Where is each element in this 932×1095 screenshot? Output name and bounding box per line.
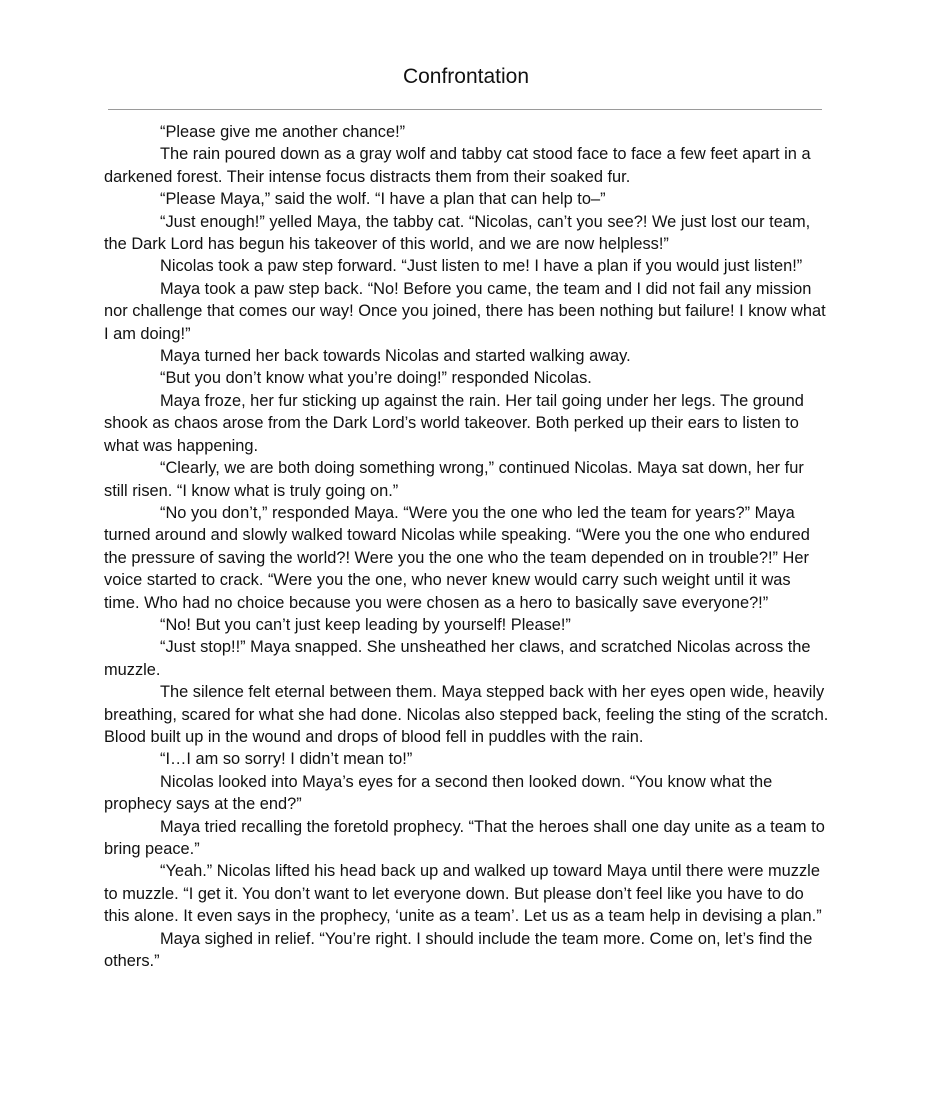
paragraph: Maya sighed in relief. “You’re right. I should include the team more. Come on, let’s find the others.” xyxy=(104,929,813,971)
paragraph: “Clearly, we are both doing something wrong,” continued Nicolas. Maya sat down, her fur still risen. “I know what is truly going on.” xyxy=(104,459,804,500)
paragraph: “Just enough!” yelled Maya, the tabby cat. “Nicolas, can’t you see?! We just lost our team, the Dark Lord has begun his takeover of this world, and we are now helpless!” xyxy=(104,212,811,254)
title-divider xyxy=(108,109,822,110)
paragraph: “I…I am so sorry! I didn’t mean to!” xyxy=(160,750,413,769)
paragraph: Nicolas took a paw step forward. “Just listen to me! I have a plan if you would just listen!” xyxy=(160,257,803,276)
paragraph: “No you don’t,” responded Maya. “Were you the one who led the team for years?” Maya turned around and slowly walked toward Nicolas while speaking. “Were you the one who endured the pressure of saving the world?! Were you the one who the team depended on in trouble?!” Her voice started to crack. “Were you the one, who never knew would carry such weight until it was time. Who had no choice because you were chosen as a hero to basically save everyone?!” xyxy=(104,503,810,612)
paragraph: Maya tried recalling the foretold prophecy. “That the heroes shall one day unite as a team to bring peace.” xyxy=(104,817,825,858)
story-body xyxy=(104,121,830,972)
paragraph: “Please Maya,” said the wolf. “I have a plan that can help to–” xyxy=(160,190,606,209)
paragraph: Maya turned her back towards Nicolas and started walking away. xyxy=(160,347,631,366)
paragraph: “No! But you can’t just keep leading by yourself! Please!” xyxy=(160,615,571,634)
paragraph: Maya took a paw step back. “No! Before you came, the team and I did not fail any mission nor challenge that comes our way! Once you joined, there has been nothing but failure! I know what I am doing!” xyxy=(104,279,826,343)
paragraph: Nicolas looked into Maya’s eyes for a second then looked down. “You know what the prophecy says at the end?” xyxy=(104,772,773,814)
paragraph: “Just stop!!” Maya snapped. She unsheathed her claws, and scratched Nicolas across the muzzle. xyxy=(104,638,811,679)
paragraph: Maya froze, her fur sticking up against the rain. Her tail going under her legs. The ground shook as chaos arose from the Dark Lord’s world takeover. Both perked up their ears to listen to what was happening. xyxy=(104,391,804,455)
paragraph: The silence felt eternal between them. Maya stepped back with her eyes open wide, heavily breathing, scared for what she had done. Nicolas also stepped back, feeling the sting of the scratch. Blood built up in the wound and drops of blood fell in puddles with the rain. xyxy=(104,683,829,746)
story-title: Confrontation xyxy=(402,65,530,88)
paragraph: “But you don’t know what you’re doing!” responded Nicolas. xyxy=(160,369,592,388)
paragraph: The rain poured down as a gray wolf and tabby cat stood face to face a few feet apart in a darkened forest. Their intense focus distracts them from their soaked fur. xyxy=(104,145,811,186)
paragraph: “Please give me another chance!” xyxy=(160,123,406,141)
paragraph: “Yeah.” Nicolas lifted his head back up and walked up toward Maya until there were muzzle to muzzle. “I get it. You don’t want to let everyone down. But please don’t feel like you have to do this alone. It even says in the prophecy, ‘unite as a team’. Let us as a team help in devising a plan.” xyxy=(104,862,822,926)
